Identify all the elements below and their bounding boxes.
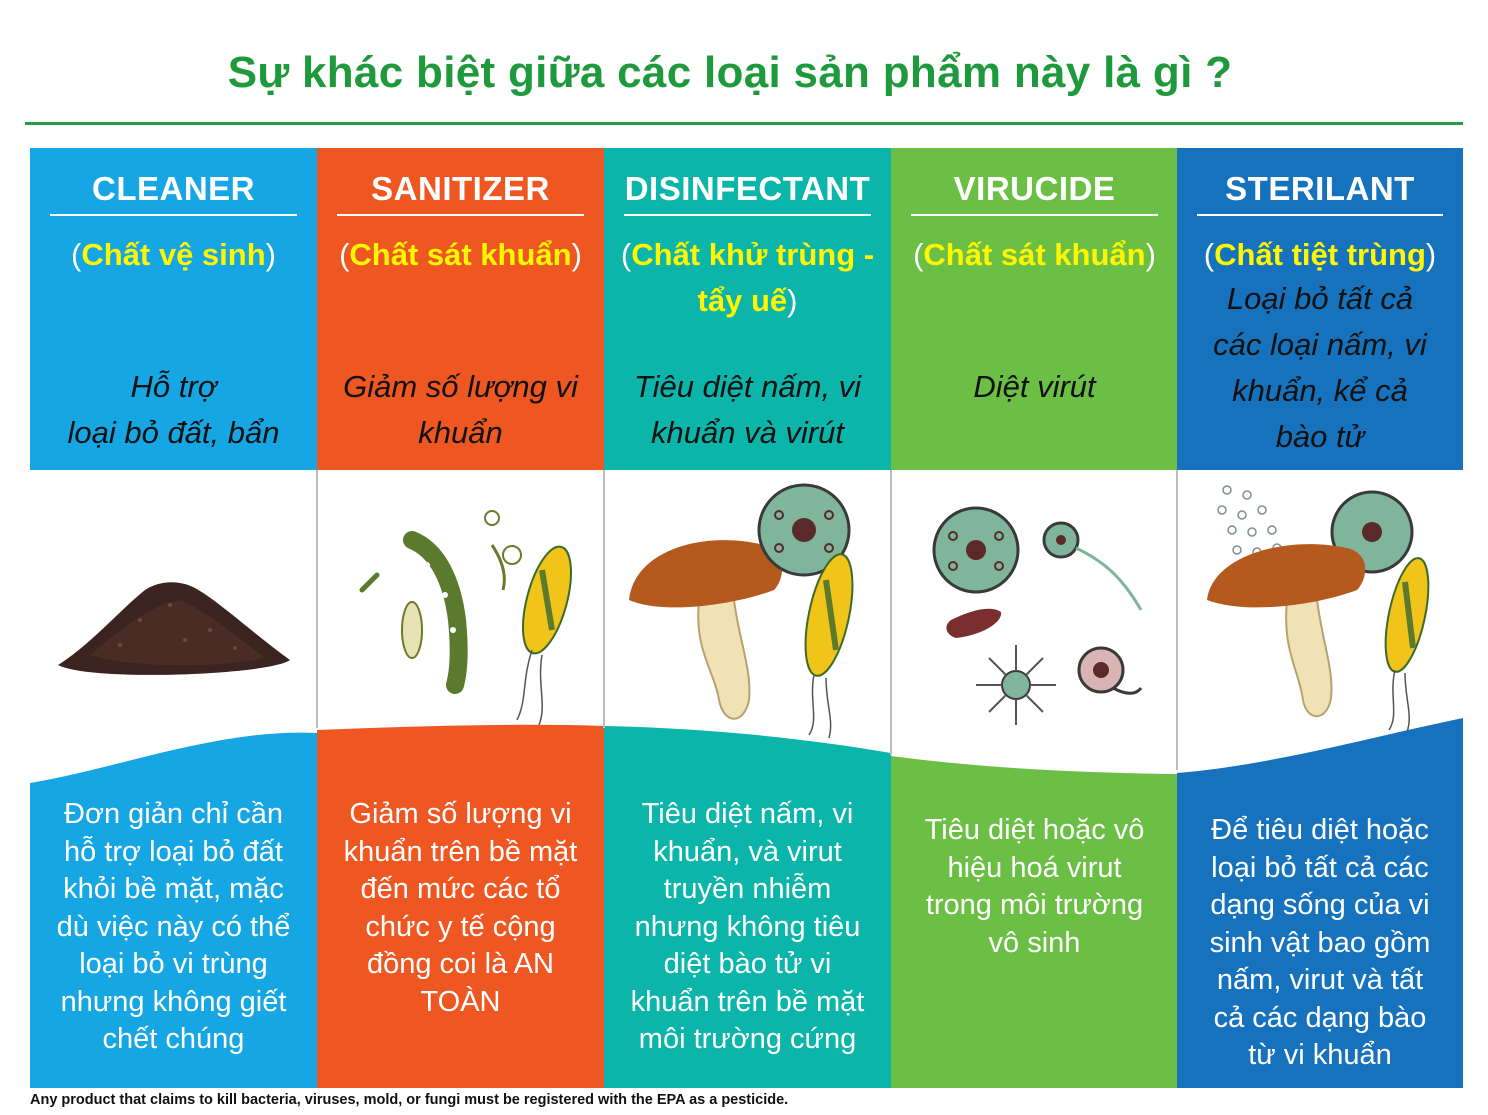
- sanitizer-title: SANITIZER: [337, 170, 584, 216]
- virucide-summary: Diệt virút: [973, 369, 1096, 404]
- title-divider: [25, 122, 1463, 125]
- virucide-subtitle: (Chất sát khuẩn): [913, 237, 1156, 272]
- column-virucide: [891, 148, 1178, 1088]
- sterilant-description: Để tiêu diệt hoặc loại bỏ tất cả các dạng sống của vi sinh vật bao gồm nấm, virut và tất cả các dạng bào từ vi khuẩn: [1209, 814, 1431, 1071]
- sterilant-title: STERILANT: [1197, 170, 1443, 216]
- epa-footnote: Any product that claims to kill bacteria, viruses, mold, or fungi must be registered with the EPA as a pesticide.: [30, 1092, 789, 1108]
- sanitizer-description: Giảm số lượng vi khuẩn trên bề mặt đến mức các tổ chức y tế cộng đồng coi là AN TOÀN: [343, 798, 578, 1018]
- sterilant-subtitle: (Chất tiệt trùng): [1203, 237, 1437, 272]
- sterilant-summary: Loại bỏ tất cả các loại nấm, vi khuẩn, kể cả bào tử: [1213, 281, 1427, 454]
- virucide-description: Tiêu diệt hoặc vô hiệu hoá virut trong môi trường vô sinh: [924, 814, 1145, 959]
- sterilant-header: [1177, 148, 1463, 470]
- sanitizer-summary: Giảm số lượng vi khuẩn: [343, 369, 578, 450]
- page-title: Sự khác biệt giữa các loại sản phẩm này là gì ?: [227, 48, 1233, 97]
- column-sterilant: [1177, 148, 1463, 1088]
- column-cleaner: [30, 148, 317, 1088]
- virucide-header: [891, 148, 1178, 470]
- cleaner-header: [30, 148, 317, 470]
- sanitizer-header: [317, 148, 604, 470]
- column-divider: [316, 470, 318, 728]
- disinfectant-header: [604, 148, 891, 470]
- disinfectant-description: Tiêu diệt nấm, vi khuẩn, và virut truyền nhiễm nhưng không tiêu diệt bào tử vi khuẩn trên bề mặt môi trường cứng: [630, 798, 865, 1055]
- virucide-title: VIRUCIDE: [911, 170, 1158, 216]
- disinfectant-summary: Tiêu diệt nấm, vi khuẩn và virút: [633, 369, 862, 450]
- cleaner-description: Đơn giản chỉ cần hỗ trợ loại bỏ đất khỏi bề mặt, mặc dù việc này có thể loại bỏ vi trùng nhưng không giết chết chúng: [56, 798, 291, 1055]
- cleaner-summary: Hỗ trợ loại bỏ đất, bẩn: [67, 369, 280, 450]
- disinfectant-subtitle: (Chất khử trùng - tẩy uế): [620, 237, 875, 318]
- sanitizer-subtitle: (Chất sát khuẩn): [339, 237, 582, 272]
- column-sanitizer: [317, 148, 604, 1088]
- column-divider: [890, 470, 892, 755]
- cleaner-title: CLEANER: [50, 170, 297, 216]
- column-disinfectant: [604, 148, 891, 1088]
- column-divider: [1176, 470, 1178, 770]
- disinfectant-title: DISINFECTANT: [624, 170, 871, 216]
- column-divider: [603, 470, 605, 728]
- cleaner-subtitle: (Chất vệ sinh): [71, 237, 276, 272]
